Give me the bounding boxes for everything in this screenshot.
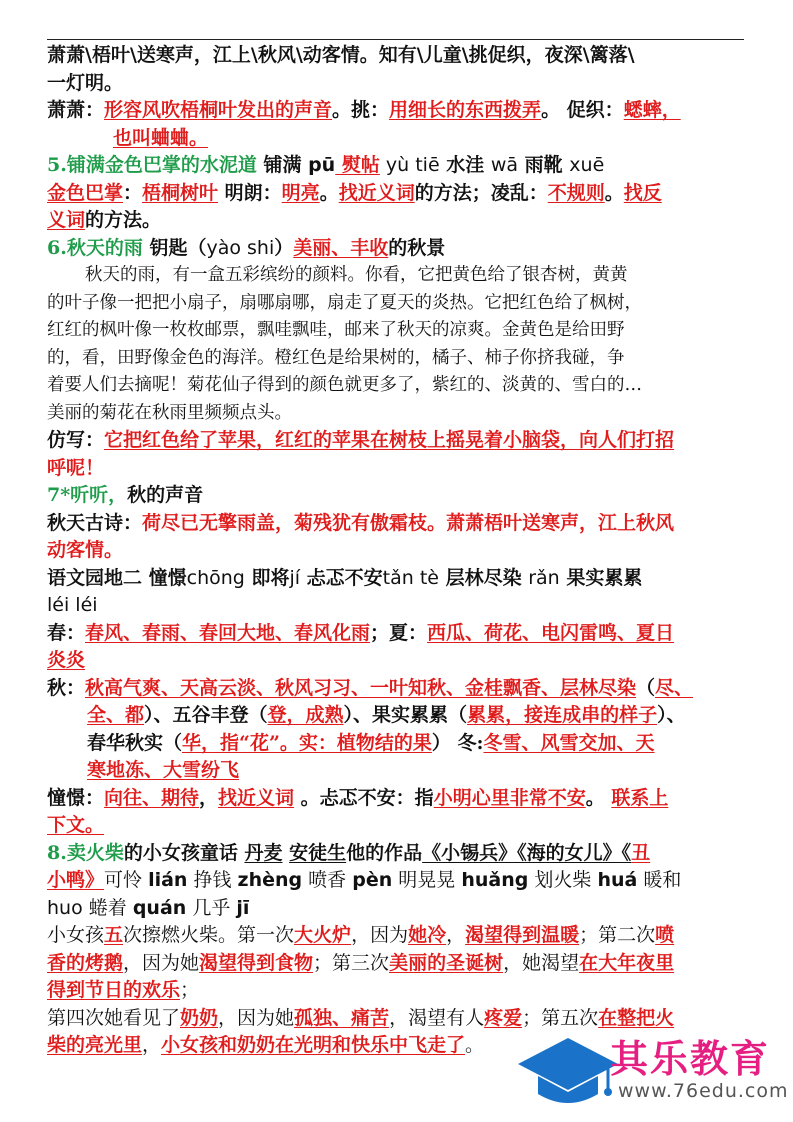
text: 明朗： [218,181,282,204]
line [47,125,747,153]
text: ；第五次 [522,1006,599,1029]
text: 第四次她看见了 [47,1006,181,1029]
pinyin: lián [148,869,188,891]
line [47,757,747,785]
text: ；夏： [370,621,428,644]
answer: 小女孩和奶奶在光明和快乐中飞走了 [161,1034,466,1056]
text: ）、 [657,704,686,726]
text: 。 [319,181,339,204]
text: 《小锡兵》《海的女儿》《 [422,841,632,864]
line [47,592,747,620]
answer: 炎炎 [47,649,86,671]
text: ，她渴望 [503,951,580,974]
text: ，因为她 [123,951,200,974]
line [47,207,747,235]
answer: 渴望得到食物 [199,951,314,974]
line [47,427,747,455]
text: ；第二次 [579,924,656,946]
answer: 华，指“花”。实：植物结的果 [182,731,432,754]
pinyin: yù tiē [379,154,440,176]
text: 层林尽染 [438,566,529,589]
line [47,42,747,70]
text: ， [142,1034,162,1056]
text: ；第三次 [313,951,390,974]
lesson-5-heading [47,152,747,180]
text: 的秋景 [388,236,446,259]
text: 可怜 [104,869,149,891]
lesson-title: 7*听听， [47,484,128,506]
line [47,675,747,703]
pinyin: rǎn [528,566,560,589]
answer: 全、都 [87,704,145,726]
text: ）、果实累累（ [343,704,468,726]
answer: 冬雪、风雪交加、天 [483,731,655,754]
text: 的小女孩童话 [123,841,245,864]
text: 果实累累 [559,566,643,589]
answer: 金色巴掌 [47,181,124,204]
lesson-title: 6.秋天的雨 [47,236,143,259]
answer: 柴的亮光里 [47,1034,143,1056]
text: ）、五谷丰登（ [144,704,268,726]
answer: 得到节日的欢乐 [47,979,181,1001]
logo-url: www.76edu.com [618,1080,789,1102]
text: 次擦燃火柴。第一次 [123,924,295,946]
answer: 找近义词 [338,181,415,204]
text: （ [636,676,656,699]
text: 憧憬： [47,786,105,809]
answer: 蟋蟀， [623,99,681,121]
answer: 向往、期待 [104,786,200,809]
text: 安徒生 [289,841,347,864]
pinyin: xuē [569,154,605,176]
text: ，渴望有人 [389,1006,485,1029]
line [47,565,747,593]
pinyin: wā [490,154,519,176]
pinyin: pèn [352,869,393,891]
line [47,977,747,1005]
text: 秋天古诗： [47,511,143,534]
text: 萧萧\梧叶\送寒声，江上\秋风\动客情。知有\儿童\挑促织，夜深\篱落\ [47,44,635,66]
passage-line: 着要人们去摘呢！菊花仙子得到的颜色就更多了，紫红的、淡黄的、雪白的… [47,375,642,395]
line [47,620,747,648]
answer: 五 [104,924,124,946]
pinyin: chōng [186,566,245,589]
pinyin: huo [47,896,83,919]
line [47,922,747,950]
text: 的方法；凌乱： [414,181,548,204]
line [47,647,747,675]
pinyin: huǎng [461,869,529,891]
answer: 呼呢！ [47,456,105,479]
answer: 她冷 [408,924,447,946]
answer: 在整把火 [598,1006,675,1029]
line [47,510,747,538]
passage-line: 的，看，田野像金色的海洋。橙红色是给果树的，橘子、柿子你挤我碰，争 [47,347,625,368]
top-rule [47,39,744,40]
passage-line: 秋天的雨，有一盒五彩缤纷的颜料。你看，它把黄色给了银杏树，黄黄 [85,265,628,285]
answer: 美丽的圣诞树 [389,951,504,974]
lesson-8-heading [47,840,747,868]
text: 语文园地二 憧憬 [47,566,187,589]
line [47,867,747,895]
text: 秋： [47,676,86,699]
line [47,97,747,125]
answer: 形容风吹梧桐叶发出的声音 [104,99,333,121]
text: 丹麦 [244,841,283,864]
text: ，因为 [351,924,409,946]
answer: 登，成熟 [267,704,344,726]
answer: 春风、春雨、春回大地、春风化雨 [85,621,371,644]
answer: 联系上 [611,786,669,809]
answer: 尽、 [655,676,694,699]
answer: 义词 [47,209,86,231]
text: ， [199,786,219,809]
answer: 疼爱 [484,1006,523,1029]
text: 喷香 [302,869,353,891]
line [47,785,747,813]
text: ） 冬: [431,731,484,754]
line [47,950,747,978]
passage-line: 红红的枫叶像一枚枚邮票，飘哇飘哇，邮来了秋天的凉爽。金黄色是给田野 [47,320,625,340]
pinyin: jī [236,896,250,919]
text: 。 [585,786,612,809]
text: ： [123,181,143,204]
pinyin: léi léi [47,594,98,616]
answer: 渴望得到温暖 [465,924,580,946]
answer: 秋高气爽、天高云淡、秋风习习、一叶知秋、金桂飘香、层林尽染 [85,676,637,699]
text: 挣钱 [187,869,238,891]
pinyin: zhèng [237,869,303,891]
text: 忐忑不安 [300,566,383,589]
answer: 明亮 [281,181,320,204]
line [47,537,747,565]
lesson-6-heading [47,235,747,263]
text: 的方法。 [85,209,162,231]
answer: 找近义词 [218,786,295,809]
answer: 累累，接连成串的样子 [467,704,658,726]
answer: 下文。 [47,814,105,836]
word: 熨帖 [335,154,380,176]
line [47,70,747,98]
text: 即将 [244,566,290,589]
answer: 动客情。 [47,539,124,561]
text: 明晃晃 [392,869,462,891]
logo-text: 其乐教育 [610,1037,771,1081]
text: 。 [604,181,624,204]
text: 萧萧： [47,99,105,121]
answer: 美丽、丰收 [293,236,389,259]
text: 春华秋实（ [87,731,183,754]
lesson-title: 5.铺满金色巴掌的水泥道 [47,154,257,176]
text: 蜷着 [82,896,133,919]
text: 仿写： [47,429,105,451]
answer: 喷 [655,924,675,946]
text: 水洼 [439,154,491,176]
answer: 小明心里非常不安 [433,786,586,809]
text: 钥匙（ [142,236,207,259]
text: 铺满 [256,154,309,176]
line [47,895,747,923]
answer: 西瓜、荷花、电闪雷鸣、夏日 [427,621,675,644]
text: 雨靴 [518,154,570,176]
text: 几乎 [186,896,237,919]
passage [47,262,747,427]
text: 春： [47,621,86,644]
pinyin: huá [597,869,638,891]
text: ，因为她 [218,1006,295,1029]
text: 。忐忑不安：指 [294,786,434,809]
text: 小女孩 [47,924,105,946]
line [47,730,747,758]
answer: 大火炉 [294,924,352,946]
text: 暖和 [637,869,682,891]
line [47,455,747,483]
pinyin: jí [289,566,301,589]
answer: 不规则 [547,181,605,204]
passage-line: 的叶子像一把把小扇子，扇哪扇哪，扇走了夏天的炎热。它把红色给了枫树， [47,292,642,313]
text: 。挑： [332,99,390,121]
pinyin: yào shi [206,236,275,259]
lesson-title: 8.卖火柴 [47,841,124,864]
lesson-7-heading [47,482,747,510]
answer: 荷尽已无擎雨盖，菊残犹有傲霜枝。萧萧梧叶送寒声，江上秋风 [142,511,675,534]
answer: 孤独、痛苦 [294,1006,390,1029]
line [47,180,747,208]
line [47,702,747,730]
pinyin: quán [132,896,187,919]
answer: 丑 [631,841,651,864]
text: ， [446,924,466,946]
answer: 梧桐树叶 [142,181,219,204]
answer: 它把红色给了苹果，红红的苹果在树枝上摇晃着小脑袋，向人们打招 [104,429,675,451]
answer: 香的烤鹅 [47,951,124,974]
line [47,812,747,840]
passage-line: 美丽的菊花在秋雨里频频点头。 [47,402,292,423]
text: 。 促织： [541,99,624,121]
document-body [47,42,747,1060]
pinyin: tǎn tè [382,566,439,589]
pinyin: pū [308,154,336,176]
text: 他的作品 [346,841,423,864]
answer: 奶奶 [180,1006,219,1029]
answer: 小鸭》 [47,869,105,891]
answer: 也叫蛐蛐。 [113,126,209,149]
answer: 寒地冻、大雪纷飞 [87,759,240,781]
answer: 在大年夜里 [579,951,675,974]
answer: 用细长的东西拨弄 [389,99,542,121]
text: 秋的声音 [127,484,204,506]
text: 划火柴 [528,869,598,891]
text: ） [274,236,294,259]
answer: 找反 [623,181,662,204]
text: 一灯明。 [47,71,124,94]
text: 。 [465,1034,485,1056]
text: ； [180,979,200,1001]
